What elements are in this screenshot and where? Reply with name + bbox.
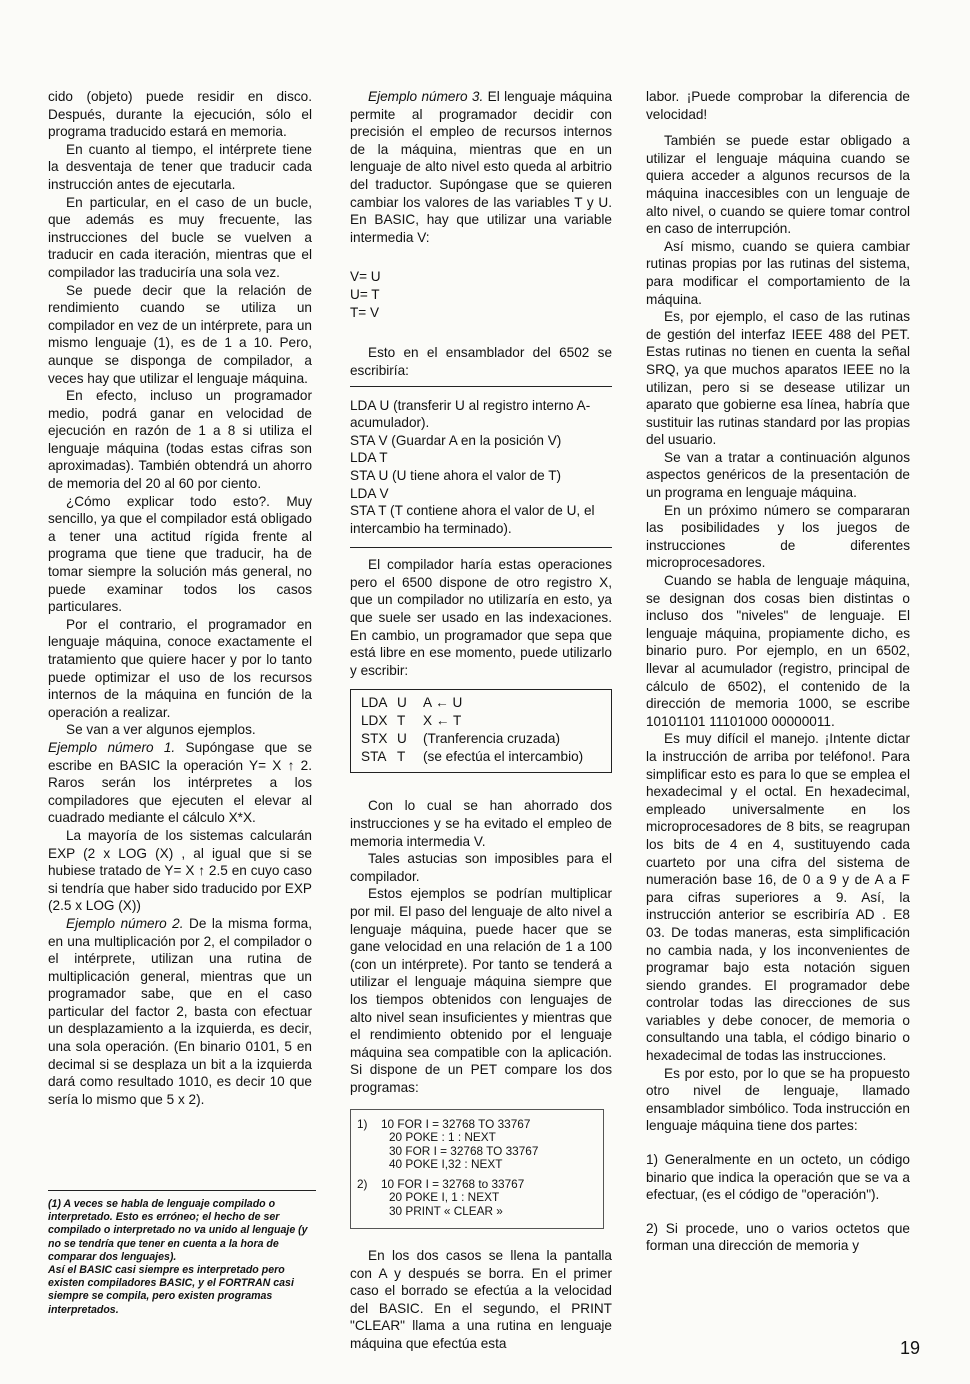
footnote xyxy=(48,1198,312,1317)
paragraph: Estos ejemplos se podrían multiplicar por mil. El paso del lenguaje de alto nivel a lenguaje máquina, puede hacer que se gane velocidad en una relación de 1 a 100 (con un intérprete). Por tanto se tenderá a utilizar el lenguaje máquina siempre que los tiempos obtenidos con lenguajes de alto nivel sean insuficientes y mientras que el rendimiento obtenido por el lenguaje máquina sea compatible con la aplicación. Si dispone de un PET compare los dos programas: xyxy=(350,886,612,1095)
example-3-text: El lenguaje máquina permite al programador decidir con precisión el empleo de recursos internos de la máquina, mientras que en un lenguaje de alto nivel esto queda al arbitrio del traductor. Supóngase que se quieren cambiar los valores de las variables T y U. En BASIC, hay que utilizar una variable intermedia V: xyxy=(350,89,613,245)
paragraph: En un próximo número se compararan las posibilidades y los juegos de instrucciones de diferentes microprocesadores. xyxy=(646,502,910,571)
list-item: 2) Si procede, uno o varios octetos que forman una dirección de memoria y xyxy=(646,1220,910,1254)
footnote-rule xyxy=(48,1190,316,1191)
paragraph: ¿Cómo explicar todo esto?. Muy sencillo, ya que el compilador está obligado a tener una actitud rígida frente al programa que tiene que traducir, ha de tomar siempre la solución más general, no puede examinar todos los casos particulares. xyxy=(48,493,312,615)
paragraph: En los dos casos se llena la pantalla con A y después se borra. En el primer caso el borrado se efectúa a la velocidad del BASIC. En el segundo, el PRINT "CLEAR" llama a una rutina en lenguaje máquina que efectúa esta xyxy=(350,1248,612,1351)
paragraph: Cuando se habla de lenguaje máquina, se designan dos cosas bien distintas o incluso dos "niveles" de lenguaje. El lenguaje máquina, propiamente dicho, es binario puro. Por ejemplo, en un 6502, llevar al acumulador (registro, principal de cálculo de 6502), el contenido de la dirección de memoria 1000, se escribe 10101101 11101000 00000011. xyxy=(646,573,910,729)
program-2 xyxy=(357,1178,597,1219)
code-row xyxy=(361,730,603,748)
comment: (Tranferencia cruzada) xyxy=(423,731,560,747)
paragraph: labor. ¡Puede comprobar la diferencia de velocidad! xyxy=(646,89,910,122)
program-number: 1) xyxy=(357,1116,368,1131)
example-2-text: De la misma forma, en una multiplicación por 2, el compilador o el intérprete, utilizan una rutina de multiplicación general, mientras que un programador sabe, que en el caso particular del factor 2, basta con efectuar un desplazamiento a la izquierda, es decir, una sola operación. (En binario 0101, 5 en decimal si se desplaza un bit a la izquierda dará como resultado 1010, es decir 10 que sería lo mismo que 5 x 2). xyxy=(48,915,312,1107)
example-1 xyxy=(48,739,312,827)
opcode: STA xyxy=(361,749,387,765)
paragraph: Es muy difícil el manejo. ¡Intente dictar la instrucción de arriba por teléfono!. Para simplificar esto es para lo que se emplea el hexadecimal y el octal. En hexadecimal, empleado universalmente en los microprocesadores de 8 bits, se reagrupan los bits de 4 en 4, sustituyendo cada cuarteto por una cifra del sistema de numeración base 16, de 0 a 9 y de A a F para cifras superiores a 9. Así, la instrucción anterior se escribiría AD . E8 03. De todas maneras, esta simplificación no cambia nada, y los inconvenientes de programar bajo esta notación siguen siendo grandes. El programador debe controlar todas las direcciones de sus variables y debe conocer, de memoria o consultando una tabla, el código binario o hexadecimal de todas las instrucciones. xyxy=(646,731,910,1064)
operand: U xyxy=(397,695,407,711)
example-1-label: Ejemplo número 1. xyxy=(48,739,176,755)
paragraph: Tales astucias son imposibles para el compilador. xyxy=(350,851,612,884)
assembler-code xyxy=(350,397,612,538)
code-row xyxy=(361,712,603,730)
code-row xyxy=(361,694,603,712)
comment: (se efectúa el intercambio) xyxy=(423,749,584,765)
opcode: STX xyxy=(361,731,388,747)
asm-line: STA V (Guardar A en la posición V) xyxy=(350,432,562,448)
example-3 xyxy=(350,88,612,246)
program-box xyxy=(350,1109,604,1230)
opcode: LDX xyxy=(361,713,388,729)
footnote-line: (1) A veces se habla de lenguaje compilado o interpretado. Esto es erróneo; el hecho de ser compilado o interpretado no va unido al lenguaje (y no se tendría que tener en cuenta a la hora de comparar dos lenguajes). xyxy=(48,1198,308,1263)
code-line: T= V xyxy=(350,305,380,321)
operand: T xyxy=(397,713,406,729)
paragraph: Se van a ver algunos ejemplos. xyxy=(66,722,256,738)
page-number: 19 xyxy=(900,1338,921,1358)
program-line: 30 FOR I = 32768 TO 33767 xyxy=(389,1143,539,1158)
paragraph: El compilador haría estas operaciones pero el 6500 dispone de otro registro X, que un compilador no utilizaría en esto, ya que suele ser usado en las indexaciones. En cambio, un programador que sepa que está libre en ese momento, puede utilizarlo y escribir: xyxy=(350,557,612,678)
paragraph: También se puede estar obligado a utilizar el lenguaje máquina cuando se quiera acceder a algunos recursos de la máquina inaccesibles con un lenguaje de alto nivel, o cuando se quiere tomar control en caso de interrupción. xyxy=(646,133,910,237)
comment: X ← T xyxy=(423,713,462,729)
program-1 xyxy=(357,1118,597,1172)
example-2-label: Ejemplo número 2. xyxy=(66,915,184,931)
list-item: 1) Generalmente en un octeto, un código binario que indica la operación que se va a efectuar, (es el código de "operación"). xyxy=(646,1152,910,1203)
footnote-line: Así el BASIC casi siempre es interpretado pero existen compiladores BASIC, y el FORTRAN casi siempre se compila, pero existen programas interpretados. xyxy=(48,1264,294,1316)
comment: A ← U xyxy=(423,695,463,711)
asm-line: LDA V xyxy=(350,485,389,501)
asm-line: LDA U (transferir U al registro interno A-acumulador). xyxy=(350,397,591,431)
code-line: U= T xyxy=(350,287,380,303)
program-number: 2) xyxy=(357,1176,368,1191)
paragraph: La mayoría de los sistemas calcularán EXP (2 x LOG (X) , al igual que si se hubiese tratado de Y= X ↑ 2.5 en cuyo caso si tendría que haber sido traducido por EXP (2.5 x LOG (X)) xyxy=(48,827,312,914)
paragraph: En efecto, incluso un programador medio, podrá ganar en velocidad de ejecución en razón de 1 a 8 si utiliza el lenguaje máquina (todas estas cifras son aproximadas). También obtendrá un ahorro de memoria del 20 al 60 por ciento. xyxy=(48,388,312,492)
example-2 xyxy=(48,915,312,1109)
asm-line: STA T (T contiene ahora el valor de U, el intercambio ha terminado). xyxy=(350,503,595,536)
asm-line: LDA T xyxy=(350,450,388,466)
program-line: 20 POKE I, 1 : NEXT xyxy=(389,1190,500,1205)
paragraph: Con lo cual se han ahorrado dos instrucciones y se ha evitado el empleo de memoria intermedia V. xyxy=(350,798,612,849)
example-1-text: Supóngase que se escribe en BASIC la operación Y= X ↑ 2. Raros serán los intérpretes a los compiladores que ejecuten el elevar al cuadrado mediante el cálculo X*X. xyxy=(48,739,313,826)
code-line: V= U xyxy=(350,269,381,285)
paragraph: Así mismo, cuando se quiera cambiar rutinas propias por las rutinas del sistema, para modificar el comportamiento de la máquina. xyxy=(646,238,910,307)
code-box xyxy=(350,689,612,773)
paragraph: Es, por ejemplo, el caso de las rutinas de gestión del interfaz IEEE 488 del PET. Estas rutinas no tienen en cuenta la señal SRQ, ya que muchos aparatos IEEE no la utilizan, pero si se desease utilizar un aparato que gobierne esa línea, habría que sustituir las rutinas standard por las propias del usuario. xyxy=(646,309,910,448)
example-3-label: Ejemplo número 3. xyxy=(368,89,484,104)
paragraph: Por el contrario, el programador en lenguaje máquina, conoce exactamente el tratamiento que quiere hacer y por lo tanto puede optimizar el uso de los recursos internos de la máquina en función de la operación a realizar. xyxy=(48,616,312,720)
program-line: 20 POKE : 1 : NEXT xyxy=(389,1130,496,1145)
paragraph: Es por esto, por lo que se ha propuesto otro nivel de lenguaje, llamado ensamblador simbólico. Toda instrucción en lenguaje máquina tiene dos partes: xyxy=(646,1065,910,1134)
program-line: 40 POKE I,32 : NEXT xyxy=(389,1157,503,1172)
paragraph: En cuanto al tiempo, el intérprete tiene la desventaja de tener que traducir cada instrucción antes de ejecutarla. xyxy=(48,141,312,192)
program-line: 10 FOR I = 32768 TO 33767 xyxy=(381,1116,531,1131)
column-3 xyxy=(646,88,910,1255)
column-2 xyxy=(350,88,612,1353)
paragraph: En particular, en el caso de un bucle, que además es muy frecuente, las instrucciones del bucle se vuelven a traducir en cada iteración, mientras que el compilador las traduciría una sola vez. xyxy=(48,194,312,280)
program-line: 10 FOR I = 32768 to 33767 xyxy=(381,1176,525,1191)
operand: U xyxy=(397,731,407,747)
divider xyxy=(350,547,612,548)
operand: T xyxy=(397,749,406,765)
opcode: LDA xyxy=(361,695,388,711)
basic-code xyxy=(350,268,612,322)
code-row xyxy=(361,748,603,766)
paragraph: Se van a tratar a continuación algunos aspectos genéricos de la presentación de un programa en lenguaje máquina. xyxy=(646,449,910,501)
paragraph: Se puede decir que la relación de rendimiento cuando se utiliza un compilador en vez de un intérprete, para un mismo lenguaje (1), es de 1 a 10. Pero, aunque se disponga de compilador, a veces hay que utilizar el lenguaje máquina. xyxy=(48,282,312,386)
column-1 xyxy=(48,88,312,1108)
program-line: 30 PRINT « CLEAR » xyxy=(389,1203,503,1218)
paragraph: Esto en el ensamblador del 6502 se escribiría: xyxy=(350,345,612,378)
divider xyxy=(350,386,612,387)
paragraph: cido (objeto) puede residir en disco. Después, durante la ejecución, sólo el programa traducido estará en memoria. xyxy=(48,89,312,140)
asm-line: STA U (U tiene ahora el valor de T) xyxy=(350,467,562,483)
